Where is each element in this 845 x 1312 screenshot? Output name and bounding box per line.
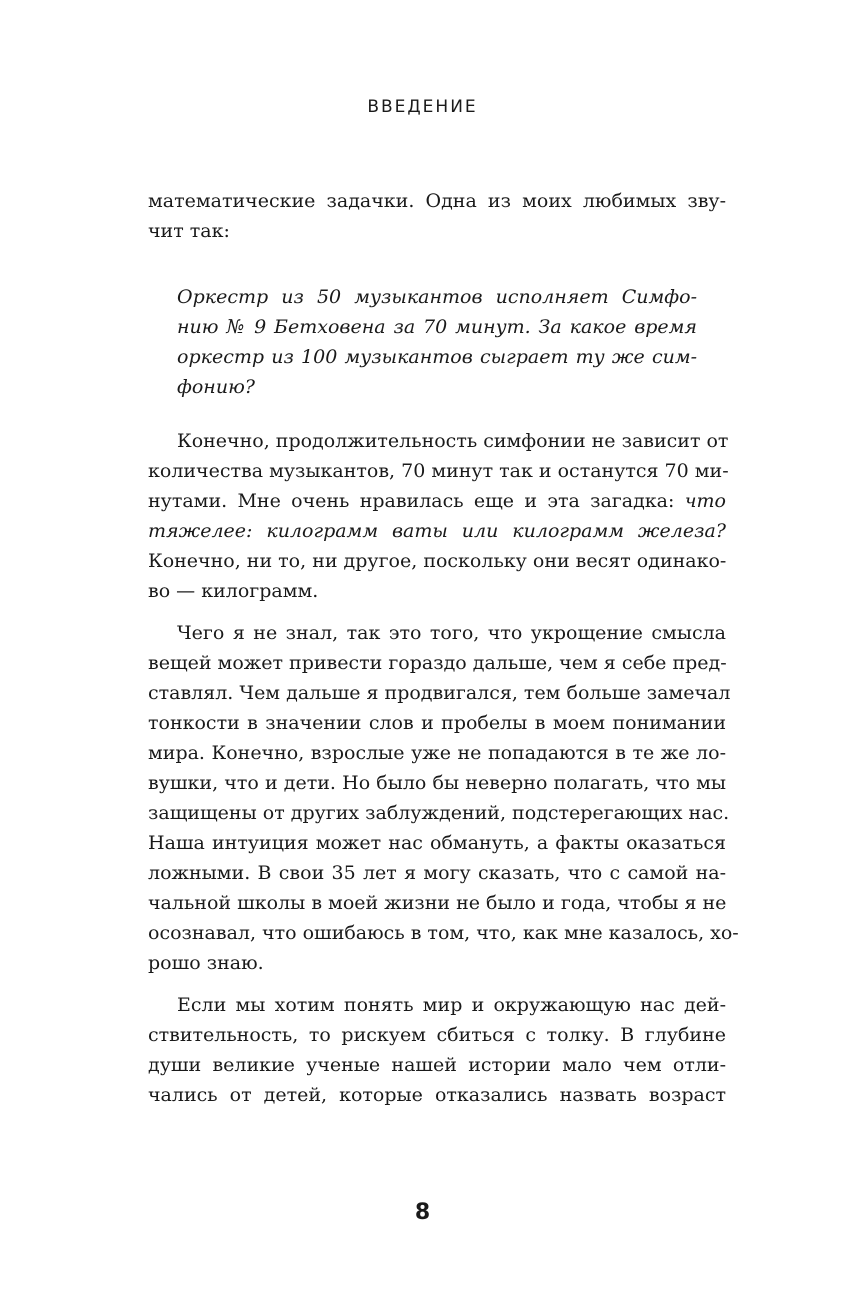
text-line: чит так:	[148, 220, 230, 242]
text-line: осознавал, что ошибаюсь в том, что, как мне казалось, хо-	[148, 922, 739, 944]
text-line: математические задачки. Одна из моих любимых зву-	[148, 190, 726, 212]
text-line: души великие ученые нашей истории мало чем отли-	[148, 1054, 726, 1076]
text-line-mixed	[148, 486, 726, 516]
text-line: вушки, что и дети. Но было бы неверно полагать, что мы	[148, 772, 726, 794]
italic-segment: что	[684, 490, 726, 512]
running-title: ВВЕДЕНИЕ	[367, 97, 478, 117]
quote-line: нию № 9 Бетховена за 70 минут. За какое время	[177, 316, 697, 338]
text-line: Чего я не знал, так это того, что укрощение смысла	[177, 622, 726, 644]
italic-line: тяжелее: килограмм ваты или килограмм железа?	[148, 520, 726, 542]
paragraph-4	[148, 990, 726, 1110]
text-line: вещей может привести гораздо дальше, чем я себе пред-	[148, 652, 727, 674]
text-line: Наша интуиция может нас обмануть, а факты оказаться	[148, 832, 726, 854]
text-line: чались от детей, которые отказались назвать возраст	[148, 1084, 726, 1106]
text-line: ставлял. Чем дальше я продвигался, тем больше замечал	[148, 682, 731, 704]
text-line: защищены от других заблуждений, подстерегающих нас.	[148, 802, 730, 824]
text-line: ложными. В свои 35 лет я могу сказать, что с самой на-	[148, 862, 726, 884]
text-line: мира. Конечно, взрослые уже не попадаются в те же ло-	[148, 742, 726, 764]
quote-line: Оркестр из 50 музыкантов исполняет Симфо-	[177, 286, 697, 308]
paragraph-3	[148, 618, 739, 978]
text-line: Если мы хотим понять мир и окружающую нас дей-	[177, 994, 726, 1016]
text-line: ствительность, то рискуем сбиться с толку. В глубине	[148, 1024, 726, 1046]
quote-line: оркестр из 100 музыкантов сыграет ту же сим-	[177, 346, 697, 368]
text-line: Конечно, продолжительность симфонии не зависит от	[177, 430, 729, 452]
text-line: тонкости в значении слов и пробелы в моем понимании	[148, 712, 726, 734]
text-line: количества музыкантов, 70 минут так и останутся 70 ми-	[148, 460, 729, 482]
text-line: Конечно, ни то, ни другое, поскольку они весят одинако-	[148, 550, 727, 572]
text-line: чальной школы в моей жизни не было и года, чтобы я не	[148, 892, 727, 914]
block-quote	[177, 282, 697, 402]
quote-line: фонию?	[177, 376, 255, 398]
page-number: 8	[414, 1200, 431, 1225]
text-line: во — килограмм.	[148, 580, 319, 602]
paragraph-intro	[148, 186, 726, 246]
text-segment: нутами. Мне очень нравилась еще и эта загадка:	[148, 490, 685, 512]
paragraph-2	[148, 426, 729, 606]
text-line: рошо знаю.	[148, 952, 264, 974]
